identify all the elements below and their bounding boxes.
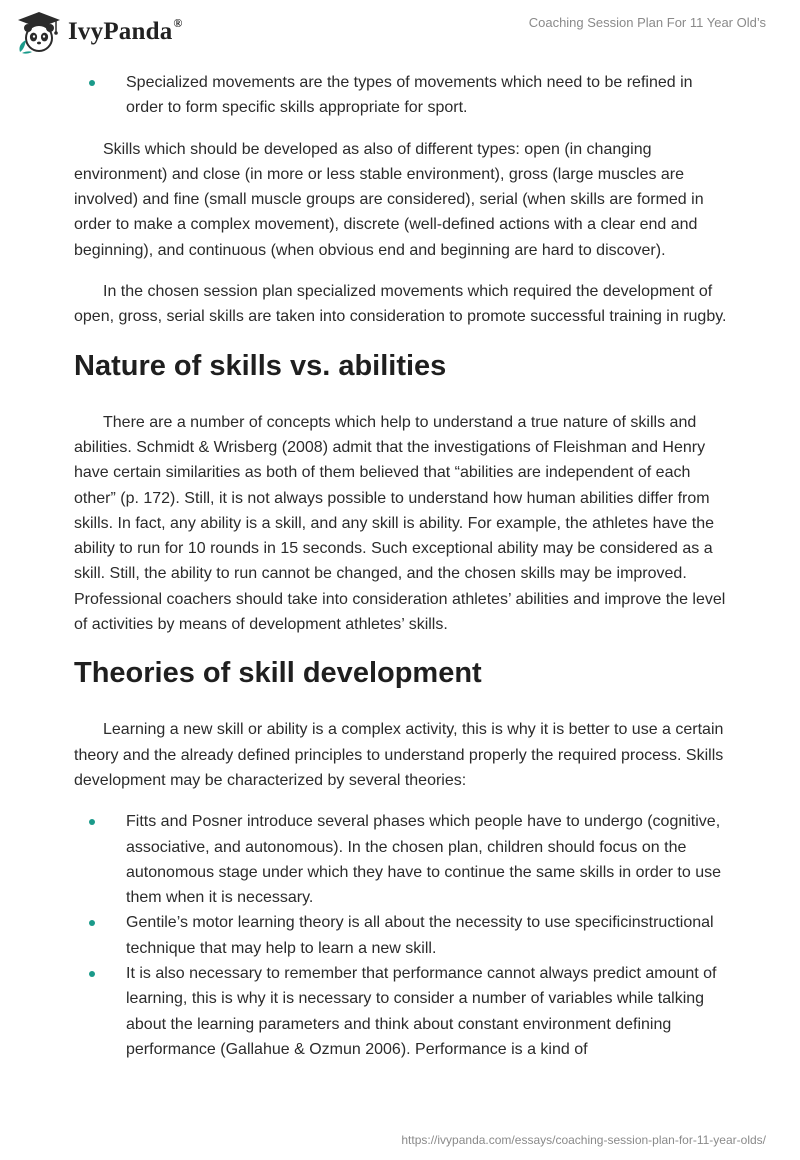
document-title: Coaching Session Plan For 11 Year Old’s [528,15,766,30]
list-item: Specialized movements are the types of movements which need to be refined in order to form specific skills appropriate for sport. [74,70,728,121]
bullet-dot-icon [89,819,95,825]
registered-mark: ® [173,15,183,30]
bullet-dot-icon [89,971,95,977]
bullet-dot-icon [89,80,95,86]
paragraph: Skills which should be developed as also of different types: open (in changing environment) and close (in more or less stable environment), gross (large muscles are involved) and fine (small muscle groups are considered), serial (when skills are formed in order to make a complex movement), discrete (well-defined actions with a clear end and beginning), and continuous (when obvious end and beginning are hard to discover). [74,140,704,259]
brand-logo[interactable] [14,10,183,54]
paragraph: In the chosen session plan specialized movements which required the development of open, gross, serial skills are taken into consideration to promote successful training in rugby. [74,283,727,326]
list-item: Fitts and Posner introduce several phases which people have to undergo (cognitive, associative, and autonomous). In the chosen plan, children should focus on the autonomous stage under which they have to continue the same skills in order to use them when it is necessary. [74,809,728,910]
essay-body [74,70,728,1078]
page-header [0,0,800,66]
bullet-list-top [74,70,728,121]
section-heading: Nature of skills vs. abilities [74,349,447,382]
source-url[interactable]: https://ivypanda.com/essays/coaching-session-plan-for-11-year-olds/ [401,1133,766,1147]
paragraph: There are a number of concepts which help to understand a true nature of skills and abilities. Schmidt & Wrisberg (2008) admit that the investigations of Fleishman and Henry have certain similarities as both of them believed that “abilities are independent of each other” (p. 172). Still, it is not always possible to understand how human abilities differ from skills. In fact, any ability is a skill, and any skill is ability. For example, the athletes have the ability to run for 10 rounds in 15 seconds. Such exceptional ability may be considered as a skill. Still, the ability to run cannot be changed, and the chosen skills may be improved. Professional coachers should take into consideration athletes’ abilities and improve the level of activities by means of development athletes’ skills. [74,413,726,634]
panda-logo-icon [14,10,64,54]
section-heading: Theories of skill development [74,657,482,690]
list-item: It is also necessary to remember that performance cannot always predict amount of learning, this is why it is necessary to consider a number of variables while talking about the learning parameters and think about constant environment defining performance (Gallahue & Ozmun 2006). Performance is a kind of [74,961,728,1062]
bullet-dot-icon [89,920,95,926]
brand-name: IvyPanda® [68,15,183,45]
list-item: Gentile’s motor learning theory is all about the necessity to use specificinstructional technique that may help to learn a new skill. [74,910,728,961]
bullet-list-theories [74,809,728,1062]
paragraph: Learning a new skill or ability is a complex activity, this is why it is better to use a certain theory and the already defined principles to understand properly the required process. Skills development may be characterized by several theories: [74,721,724,789]
